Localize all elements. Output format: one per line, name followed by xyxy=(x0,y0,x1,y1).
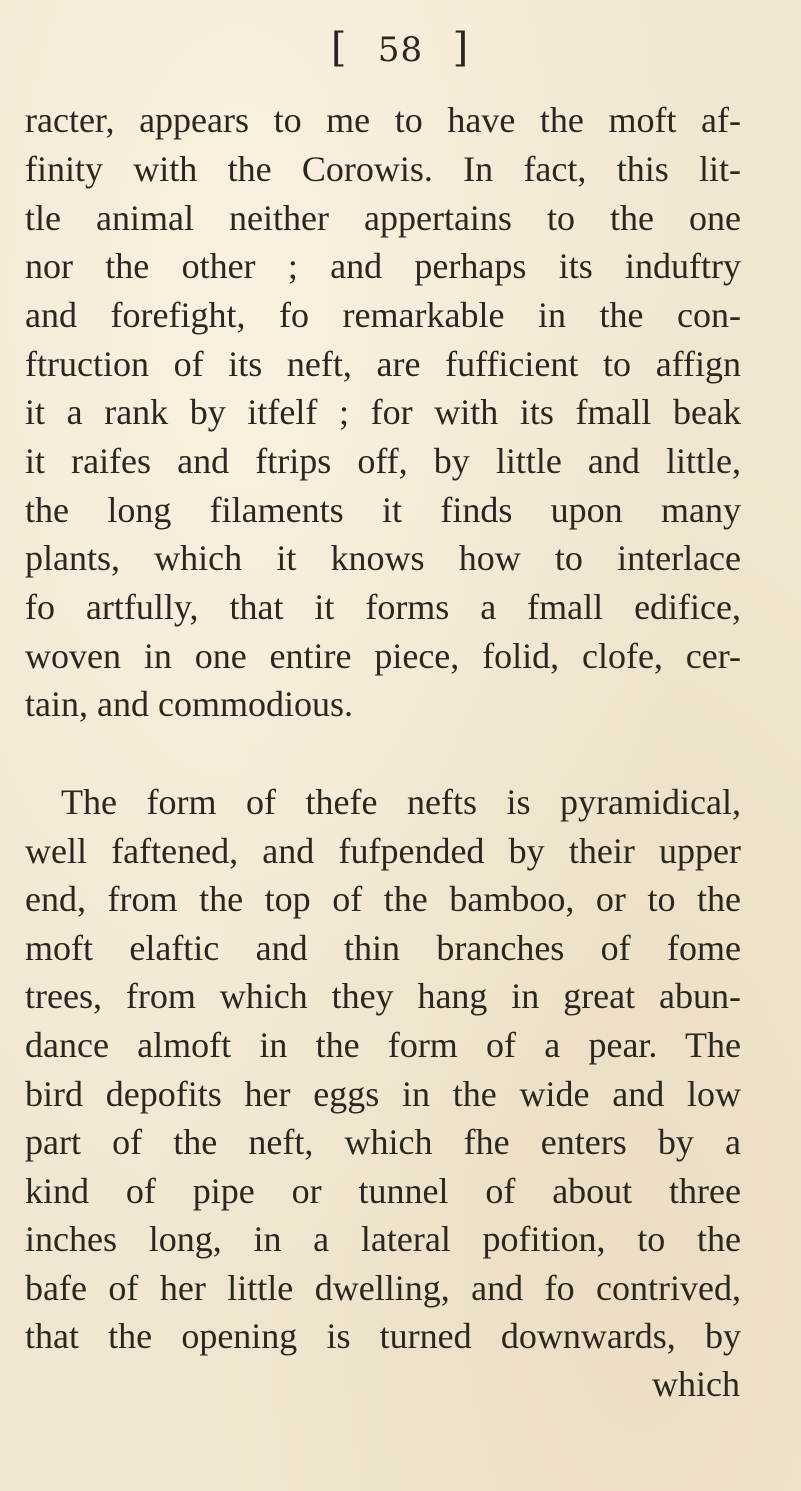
text-line: kind of pipe or tunnel of about three xyxy=(25,1171,741,1211)
text-line: tle animal neither appertains to the one xyxy=(25,198,741,238)
text-line: tain, and commodious. xyxy=(25,684,353,724)
text-line: the long filaments it finds upon many xyxy=(25,490,741,530)
catchword: which xyxy=(652,1364,740,1404)
text-line: finity with the Corowis. In fact, this lit- xyxy=(25,149,741,189)
text-line: dance almoft in the form of a pear. The xyxy=(25,1025,741,1065)
text-line: it a rank by itfelf ; for with its fmall beak xyxy=(25,392,741,432)
text-line: end, from the top of the bamboo, or to the xyxy=(25,879,741,919)
header-close-bracket: ] xyxy=(452,25,471,71)
text-line: that the opening is turned downwards, by xyxy=(25,1316,741,1356)
text-line: well faftened, and fufpended by their upper xyxy=(25,831,741,871)
text-line: it raifes and ftrips off, by little and little, xyxy=(25,441,741,481)
text-line: bird depofits her eggs in the wide and low xyxy=(25,1074,741,1114)
text-line: ftruction of its neft, are fufficient to affign xyxy=(25,344,741,384)
text-line: plants, which it knows how to interlace xyxy=(25,538,741,578)
text-line: inches long, in a lateral pofition, to the xyxy=(25,1219,741,1259)
text-line: woven in one entire piece, folid, clofe, cer- xyxy=(25,636,741,676)
text-line: bafe of her little dwelling, and fo contrived, xyxy=(25,1268,741,1308)
text-line: moft elaftic and thin branches of fome xyxy=(25,928,741,968)
text-line: part of the neft, which fhe enters by a xyxy=(25,1122,741,1162)
page-number: 58 xyxy=(377,30,424,70)
page-header xyxy=(0,20,801,78)
text-line: trees, from which they hang in great abun- xyxy=(25,976,741,1016)
header-open-bracket: [ xyxy=(330,25,349,71)
text-line: racter, appears to me to have the moft af- xyxy=(25,100,741,140)
text-line: fo artfully, that it forms a fmall edifice, xyxy=(25,587,741,627)
text-line: and forefight, fo remarkable in the con- xyxy=(25,295,741,335)
text-line: nor the other ; and perhaps its induftry xyxy=(25,246,741,286)
text-line: The form of thefe nefts is pyramidical, xyxy=(61,782,741,822)
